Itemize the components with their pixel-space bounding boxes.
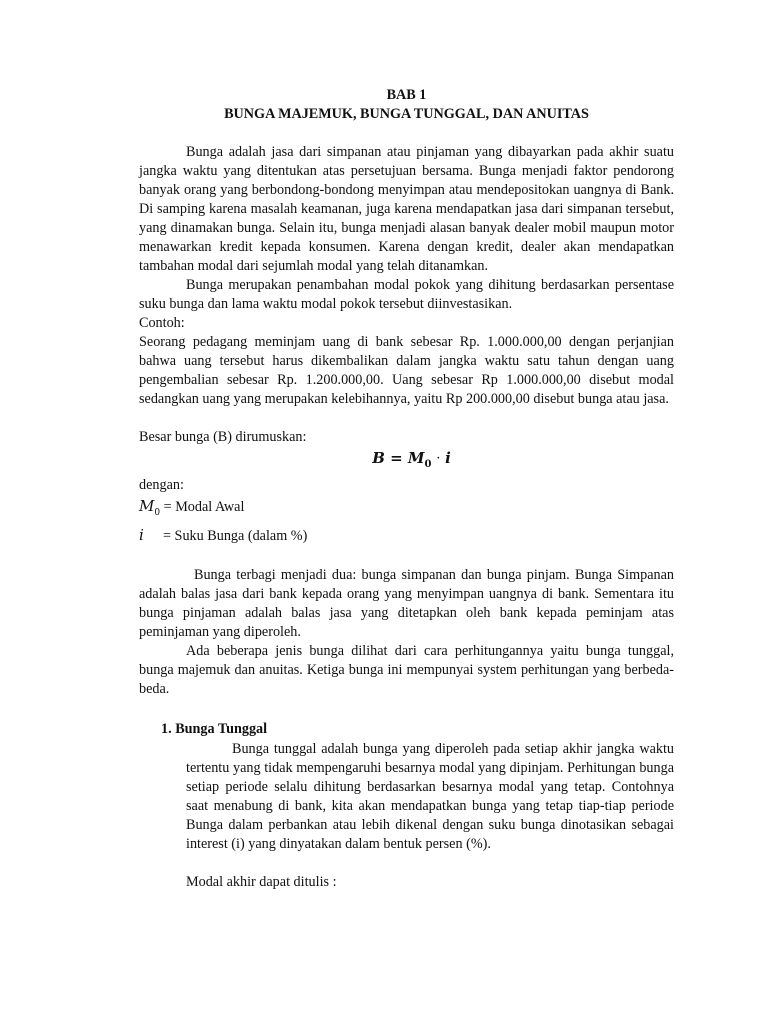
interest-formula — [149, 447, 674, 476]
section-body — [186, 740, 674, 892]
chapter-title: BUNGA MAJEMUK, BUNGA TUNGGAL, DAN ANUITAS — [224, 106, 589, 122]
spacer — [139, 699, 674, 718]
chapter-label: BAB 1 — [386, 87, 427, 103]
spacer — [186, 854, 674, 873]
section-paragraph: Bunga tunggal adalah bunga yang diperoleh pada setiap akhir jangka waktu tertentu yang tidak mempengaruhi besarnya modal yang dipinjam. Perhitungan bunga setiap periode selalu dihitung berdasarkan besarnya modal yang tetap. Contohnya saat menabung di bank, kita akan mendapatkan bunga yang tetap tiap-tiap periode Bunga dalam perbankan atau lebih dikenal dengan suku bunga dinotasikan sebagai interest (i) yang dinyatakan dalam bentuk persen (%). — [186, 741, 674, 852]
definition-text: = Modal Awal — [160, 499, 245, 515]
formula-lhs: B — [372, 449, 385, 467]
definition-symbol: M — [139, 497, 155, 515]
formula-rate: i — [445, 449, 451, 467]
formula-modal: M — [407, 449, 425, 467]
paragraph-methods: Ada beberapa jenis bunga dilihat dari cara perhitungannya yaitu bunga tunggal, bunga majemuk dan anuitas. Ketiga bunga ini mempunyai system perhitungan yang berbeda-beda. — [139, 643, 674, 697]
formula-dot: · — [436, 454, 440, 464]
document-page — [139, 86, 674, 892]
spacer — [139, 409, 674, 428]
section-heading: 1. Bunga Tunggal — [161, 721, 268, 737]
dengan-label: dengan: — [139, 477, 184, 493]
definition-symbol: i — [139, 526, 144, 544]
definition-rate — [139, 524, 674, 547]
formula-intro: Besar bunga (B) dirumuskan: — [139, 429, 307, 445]
definition-modal — [139, 495, 674, 524]
definition-text: = Suku Bunga (dalam %) — [163, 528, 308, 544]
formula-equals: = — [390, 449, 403, 467]
paragraph-types: Bunga terbagi menjadi dua: bunga simpanan dan bunga pinjam. Bunga Simpanan adalah balas jasa dari bank kepada orang yang menyimpan uangnya di bank. Sementara itu bunga pinjaman adalah balas jasa yang ditetapkan oleh bank kepada peminjam atas peminjaman yang diperoleh. — [139, 567, 674, 640]
formula-subscript: 0 — [424, 459, 432, 470]
spacer — [139, 547, 674, 566]
paragraph-principal: Bunga merupakan penambahan modal pokok yang dihitung berdasarkan persentase suku bunga dan lama waktu modal pokok tersebut diinvestasikan. — [139, 277, 674, 312]
example-text: Seorang pedagang meminjam uang di bank sebesar Rp. 1.000.000,00 dengan perjanjian bahwa uang tersebut harus dikembalikan dalam jangka waktu satu tahun dengan uang pengembalian sebesar Rp. 1.200.000,00. Uang sebesar Rp 1.000.000,00 disebut modal sedangkan uang yang merupakan kelebihannya, yaitu Rp 200.000,00 disebut bunga atau jasa. — [139, 334, 674, 407]
section-final-line: Modal akhir dapat ditulis : — [186, 874, 337, 890]
spacer — [139, 124, 674, 143]
definition-subscript: 0 — [154, 508, 161, 518]
paragraph-definition: Bunga adalah jasa dari simpanan atau pinjaman yang dibayarkan pada akhir suatu jangka waktu yang ditentukan atas persetujuan bersama. Bunga menjadi faktor pendorong banyak orang yang berbondong-bondong menyimpan atau mendepositokan uangnya di Bank. Di samping karena masalah keamanan, juga karena mendapatkan jasa dari simpanan tersebut, yang dinamakan bunga. Selain itu, bunga menjadi alasan banyak dealer mobil maupun motor menawarkan kredit kepada konsumen. Karena dengan kredit, dealer akan mendapatkan tambahan modal dari sejumlah modal yang telah ditanamkan. — [139, 144, 674, 274]
example-label: Contoh: — [139, 315, 185, 331]
